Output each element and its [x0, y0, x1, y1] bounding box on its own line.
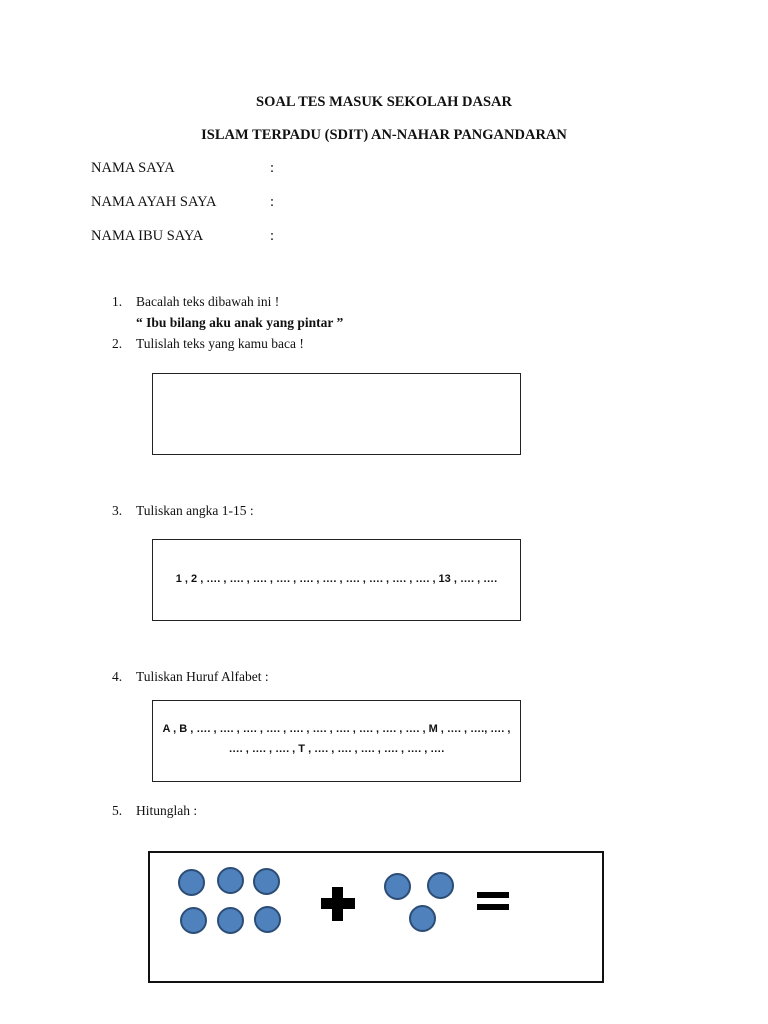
school-name: ISLAM TERPADU (SDIT) AN-NAHAR PANGANDARAN: [201, 127, 567, 143]
question-number: 2.: [112, 336, 123, 351]
field-colon: :: [270, 160, 275, 176]
answer-box-writing[interactable]: [152, 373, 521, 455]
counting-circle: [180, 907, 207, 934]
field-colon: :: [270, 194, 275, 210]
question-text: Bacalah teks dibawah ini !: [136, 294, 280, 309]
alphabet-line-1: A , B , …. , …. , …. , …. , …. , …. , …. , …. , …. , …. , M , …. , …., …. ,: [162, 723, 511, 735]
question-text: Tulislah teks yang kamu baca !: [136, 336, 304, 351]
question-number: 3.: [112, 503, 123, 518]
question-number: 4.: [112, 669, 123, 684]
question-text: Tuliskan Huruf Alfabet :: [136, 669, 269, 684]
field-label-nama-ayah: NAMA AYAH SAYA: [91, 194, 217, 210]
counting-circle: [217, 907, 244, 934]
counting-circle: [217, 867, 244, 894]
field-label-nama-saya: NAMA SAYA: [91, 160, 175, 176]
document-title: SOAL TES MASUK SEKOLAH DASAR: [256, 94, 512, 110]
counting-circle: [384, 873, 411, 900]
field-colon: :: [270, 228, 275, 244]
counting-circle: [427, 872, 454, 899]
alphabet-line-2: …. , …. , …. , T , …. , …. , …. , …. , …. , ….: [228, 743, 445, 755]
counting-circle: [178, 869, 205, 896]
answer-box-alphabet[interactable]: [152, 700, 521, 782]
answer-box-numbers[interactable]: [152, 539, 521, 621]
question-text: Tuliskan angka 1-15 :: [136, 503, 254, 518]
counting-circle: [254, 906, 281, 933]
counting-circle: [253, 868, 280, 895]
number-sequence: 1 , 2 , …. , …. , …. , …. , …. , …. , …. , …. , …. , …. , 13 , …. , ….: [175, 573, 498, 585]
question-text: Hitunglah :: [136, 803, 198, 818]
question-number: 5.: [112, 803, 123, 818]
field-label-nama-ibu: NAMA IBU SAYA: [91, 228, 204, 244]
question-number: 1.: [112, 294, 123, 309]
counting-circle: [409, 905, 436, 932]
reading-quote: “ Ibu bilang aku anak yang pintar ”: [136, 315, 344, 330]
